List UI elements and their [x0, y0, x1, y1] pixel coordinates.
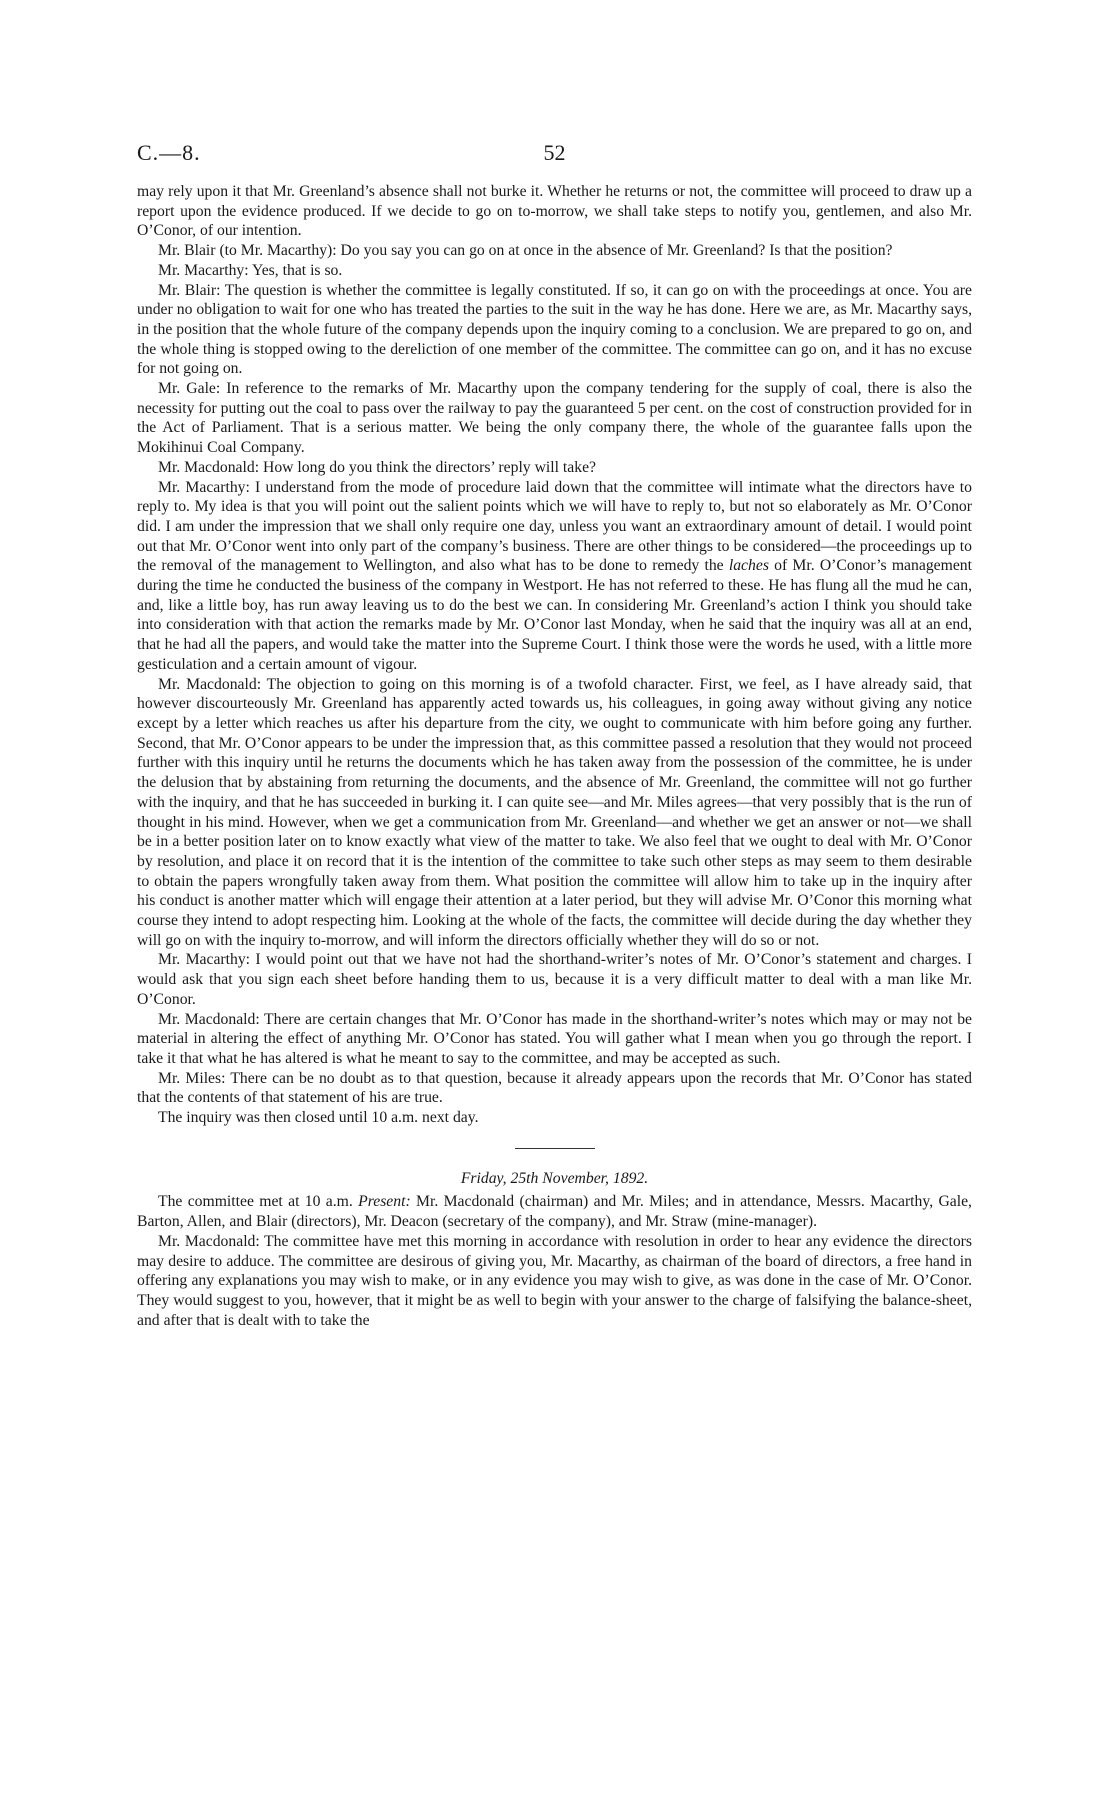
- page-number: 52: [543, 140, 566, 165]
- document-reference: C.—8.: [137, 140, 201, 165]
- paragraph-inquiry-closed: The inquiry was then closed until 10 a.m. next day.: [158, 1109, 479, 1127]
- paragraph-macarthy-notes: Mr. Macarthy: I would point out that we have not had the shorthand-writer’s notes of Mr. O’Conor’s statement and charges. I would ask that you sign each sheet before handing them to us, because it is a very difficult matter to deal with a man like Mr. O’Conor.: [137, 951, 972, 1008]
- paragraph-macarthy-reply: Mr. Macarthy: Yes, that is so.: [158, 261, 343, 279]
- text-run: of Mr. O’Conor’s management during the time he conducted the business of the company in Westport. He has not referred to these. He has flung all the mud he can, and, like a little boy, has run away leaving us to do the best we can. In considering Mr. Greenland’s action I think you should take into consideration with that action the remarks made by Mr. O’Conor last Monday, when he said that the inquiry was all at an end, that he had all the papers, and would take the matter into the Supreme Court. I think those were the words he used, with a little more gesticulation and a certain amount of vigour.: [137, 557, 973, 673]
- text-run: Mr. Macarthy: I understand from the mode of procedure laid down that the committee will intimate what the directors have to reply to. My idea is that you will point out the salient points which we will have to reply to, but not so elaborately as Mr. O’Conor did. I am under the impression that we shall only require one day, unless you want an extraordinary amount of detail. I would point out that Mr. O’Conor went into only part of the company’s business. There are other things to be considered—the proceedings up to the removal of the management to Wellington, and also what has to be done to remedy the: [137, 478, 972, 575]
- paragraph-blair-question: Mr. Blair (to Mr. Macarthy): Do you say you can go on at once in the absence of Mr. Greenland? Is that the position?: [158, 242, 893, 260]
- document-body: [137, 182, 972, 1330]
- paragraph-blair-statement: Mr. Blair: The question is whether the committee is legally constituted. If so, it can go on with the proceedings at once. You are under no obligation to wait for one who has treated the parties to the suit in the way he has done. Here we are, as Mr. Macarthy says, in the position that the whole future of the company depends upon the inquiry coming to a conclusion. We are prepared to go on, and the whole thing is stopped owing to the dereliction of one member of the committee. The committee can go on, and it has no excuse for not going on.: [137, 281, 972, 378]
- paragraph-macdonald-opening: Mr. Macdonald: The committee have met this morning in accordance with resolution in order to hear any evidence the directors may desire to adduce. The committee are desirous of giving you, Mr. Macarthy, as chairman of the board of directors, a free hand in offering any explanations you may wish to make, or in any evidence you may wish to give, as was done in the case of Mr. O’Conor. They would suggest to you, however, that it might be as well to begin with your answer to the charge of falsifying the balance-sheet, and after that is dealt with to take the: [137, 1232, 972, 1329]
- paragraph-attendance: [137, 1192, 972, 1231]
- paragraph-continuation: may rely upon it that Mr. Greenland’s absence shall not burke it. Whether he returns or not, the committee will proceed to draw up a report upon the evidence produced. If we decide to go on to-morrow, we shall take steps to notify you, gentlemen, and also Mr. O’Conor, of our intention.: [137, 183, 972, 240]
- section-divider: [515, 1148, 595, 1149]
- paragraph-macdonald-question: Mr. Macdonald: How long do you think the directors’ reply will take?: [158, 458, 596, 476]
- paragraph-macarthy-statement: [137, 478, 972, 675]
- paragraph-macdonald-objection: Mr. Macdonald: The objection to going on this morning is of a twofold character. First, we feel, as I have already said, that however discourteously Mr. Greenland has apparently acted towards us, his colleagues, in going away without giving any notice except by a letter which reaches us after his departure from the city, we ought to communicate with him before going any further. Second, that Mr. O’Conor appears to be under the impression that, as this committee passed a resolution that they would not proceed further with this inquiry until he returns the documents which he has taken away from the possession of the committee, he is under the delusion that by abstaining from returning the documents, and the absence of Mr. Greenland, the committee will not go further with the inquiry, and that he has succeeded in burking it. I can quite see—and Mr. Miles agrees—that very possibly that is the run of thought in his mind. However, when we get a communication from Mr. Greenland—and whether we get an answer or not—we shall be in a better position later on to know exactly what view of the matter to take. We also feel that we ought to deal with Mr. O’Conor by resolution, and place it on record that it is the intention of the committee to take such other steps as may seem to them desirable to obtain the papers wrongfully taken away from them. What position the committee will allow him to take up in the inquiry after his conduct is another matter which will engage their attention at a later period, but they will advise Mr. O’Conor this morning what course they intend to adopt respecting him. Looking at the whole of the facts, the committee will decide during the day whether they will go on with the inquiry to-morrow, and will inform the directors officially whether they will do so or not.: [137, 675, 972, 949]
- paragraph-gale-statement: Mr. Gale: In reference to the remarks of Mr. Macarthy upon the company tendering for the supply of coal, there is also the necessity for putting out the coal to pass over the railway to pay the guaranteed 5 per cent. on the cost of construction provided for in the Act of Parliament. That is a serious matter. We being the only company there, the whole of the guarantee falls upon the Mokihinui Coal Company.: [137, 380, 972, 457]
- date-heading: Friday, 25th November, 1892.: [460, 1169, 649, 1187]
- paragraph-miles-statement: Mr. Miles: There can be no doubt as to that question, because it already appears upon the records that Mr. O’Conor has stated that the contents of that statement of his are true.: [137, 1069, 972, 1107]
- text-run: The committee met at 10 a.m.: [158, 1193, 359, 1211]
- italic-label: Present:: [358, 1193, 411, 1211]
- paragraph-macdonald-changes: Mr. Macdonald: There are certain changes that Mr. O’Conor has made in the shorthand-writer’s notes which may or may not be material in altering the effect of anything Mr. O’Conor has stated. You will gather what I mean when you go through the report. I take it that what he has altered is what he meant to say to the committee, and may be accepted as such.: [137, 1010, 972, 1067]
- page-header: [137, 140, 972, 170]
- text-run: Mr. Macdonald (chairman) and Mr. Miles; and in attendance, Messrs. Macarthy, Gale, Barton, Allen, and Blair (directors), Mr. Deacon (secretary of the company), and Mr. Straw (mine-manager).: [137, 1193, 972, 1231]
- italic-term: laches: [728, 557, 769, 575]
